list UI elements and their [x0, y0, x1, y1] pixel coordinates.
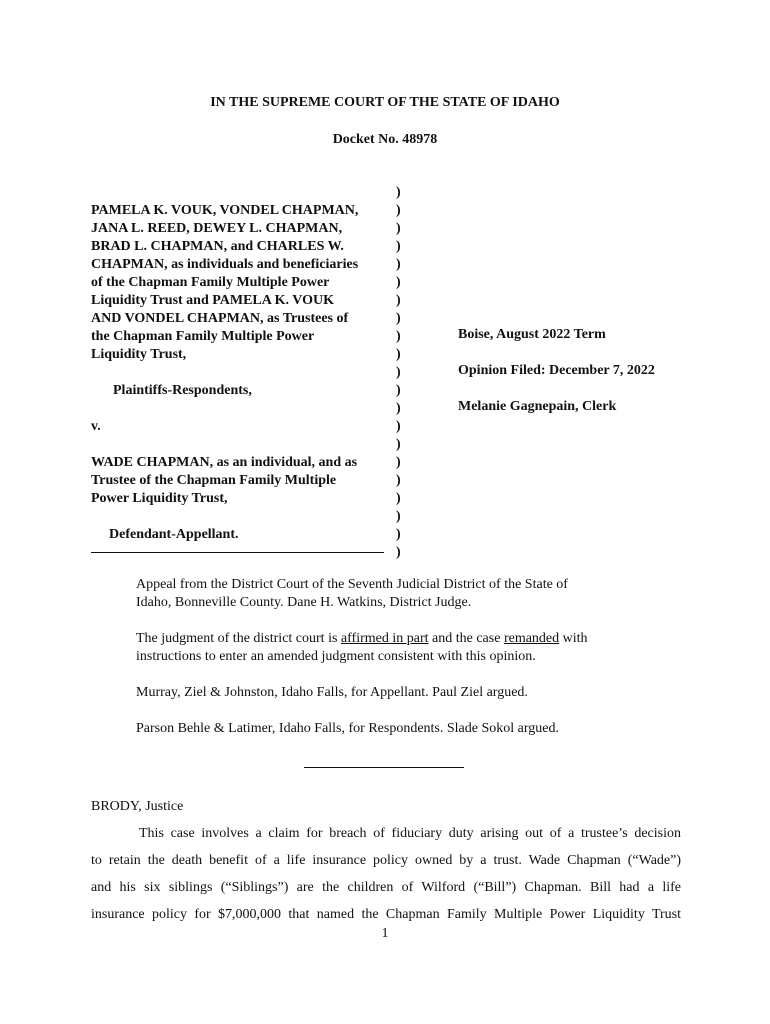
paren: ) [396, 383, 401, 398]
appeal-line: Appeal from the District Court of the Seventh Judicial District of the State of [136, 577, 568, 592]
paren: ) [396, 473, 401, 488]
separator-line [304, 767, 464, 768]
plaintiffs-line: JANA L. REED, DEWEY L. CHAPMAN, [91, 221, 343, 236]
appellant-counsel: Murray, Ziel & Johnston, Idaho Falls, for Appellant. Paul Ziel argued. [136, 685, 528, 700]
judgment-paragraph [136, 630, 634, 666]
judgment-text: and the case [428, 631, 504, 646]
paren: ) [396, 347, 401, 362]
body-line: insurance policy for $7,000,000 that named the Chapman Family Multiple Power Liquidity Trust [91, 907, 681, 922]
page-number: 1 [381, 926, 389, 941]
paren: ) [396, 437, 401, 452]
paren: ) [396, 185, 401, 200]
judgment-text: with [559, 631, 588, 646]
respondent-counsel: Parson Behle & Latimer, Idaho Falls, for Respondents. Slade Sokol argued. [136, 721, 560, 736]
plaintiffs-line: AND VONDEL CHAPMAN, as Trustees of [91, 311, 349, 326]
paren: ) [396, 203, 401, 218]
defendant-line: Power Liquidity Trust, [91, 491, 228, 506]
case-caption [91, 202, 391, 544]
body-line: to retain the death benefit of a life insurance policy owned by a trust. Wade Chapman (“Wade”) [91, 853, 681, 868]
clerk-name: Melanie Gagnepain, Clerk [458, 399, 617, 414]
plaintiffs-line: PAMELA K. VOUK, VONDEL CHAPMAN, [91, 203, 359, 218]
opinion-author: BRODY, Justice [91, 799, 184, 814]
judgment-text: The judgment of the district court is [136, 631, 341, 646]
plaintiffs-line: the Chapman Family Multiple Power [91, 329, 315, 344]
plaintiffs-line: BRAD L. CHAPMAN, and CHARLES W. [91, 239, 344, 254]
paren: ) [396, 545, 401, 560]
paren: ) [396, 239, 401, 254]
paren: ) [396, 293, 401, 308]
plaintiffs-role: Plaintiffs-Respondents, [113, 383, 252, 398]
paren: ) [396, 527, 401, 542]
affirmed-in-part: affirmed in part [340, 631, 429, 646]
versus: v. [91, 419, 101, 434]
defendant-line: Trustee of the Chapman Family Multiple [91, 473, 337, 488]
paren: ) [396, 311, 401, 326]
caption-parentheses [396, 184, 401, 562]
paren: ) [396, 419, 401, 434]
paren: ) [396, 257, 401, 272]
plaintiffs-line: CHAPMAN, as individuals and beneficiaries [91, 257, 359, 272]
plaintiffs-line: Liquidity Trust, [91, 347, 187, 362]
paren: ) [396, 455, 401, 470]
body-line: and his six siblings (“Siblings”) are the children of Wilford (“Bill”) Chapman. Bill had a life [91, 880, 681, 895]
plaintiffs-line: Liquidity Trust and PAMELA K. VOUK [91, 293, 334, 308]
defendant-role: Defendant-Appellant. [109, 527, 239, 542]
paren: ) [396, 509, 401, 524]
opinion-filed-date: Opinion Filed: December 7, 2022 [458, 363, 655, 378]
defendant-line: WADE CHAPMAN, as an individual, and as [91, 455, 358, 470]
caption-underline [91, 552, 384, 553]
paren: ) [396, 275, 401, 290]
judgment-line: instructions to enter an amended judgment consistent with this opinion. [136, 649, 536, 664]
court-term: Boise, August 2022 Term [458, 327, 606, 342]
paren: ) [396, 365, 401, 380]
remanded: remanded [503, 631, 560, 646]
appeal-paragraph [136, 576, 634, 612]
appeal-line: Idaho, Bonneville County. Dane H. Watkins, District Judge. [136, 595, 472, 610]
body-line: This case involves a claim for breach of fiduciary duty arising out of a trustee’s decision [139, 826, 681, 841]
docket-number: Docket No. 48978 [332, 132, 438, 147]
paren: ) [396, 401, 401, 416]
paren: ) [396, 221, 401, 236]
plaintiffs-line: of the Chapman Family Multiple Power [91, 275, 330, 290]
court-title: IN THE SUPREME COURT OF THE STATE OF IDAHO [210, 95, 560, 110]
paren: ) [396, 329, 401, 344]
paren: ) [396, 491, 401, 506]
